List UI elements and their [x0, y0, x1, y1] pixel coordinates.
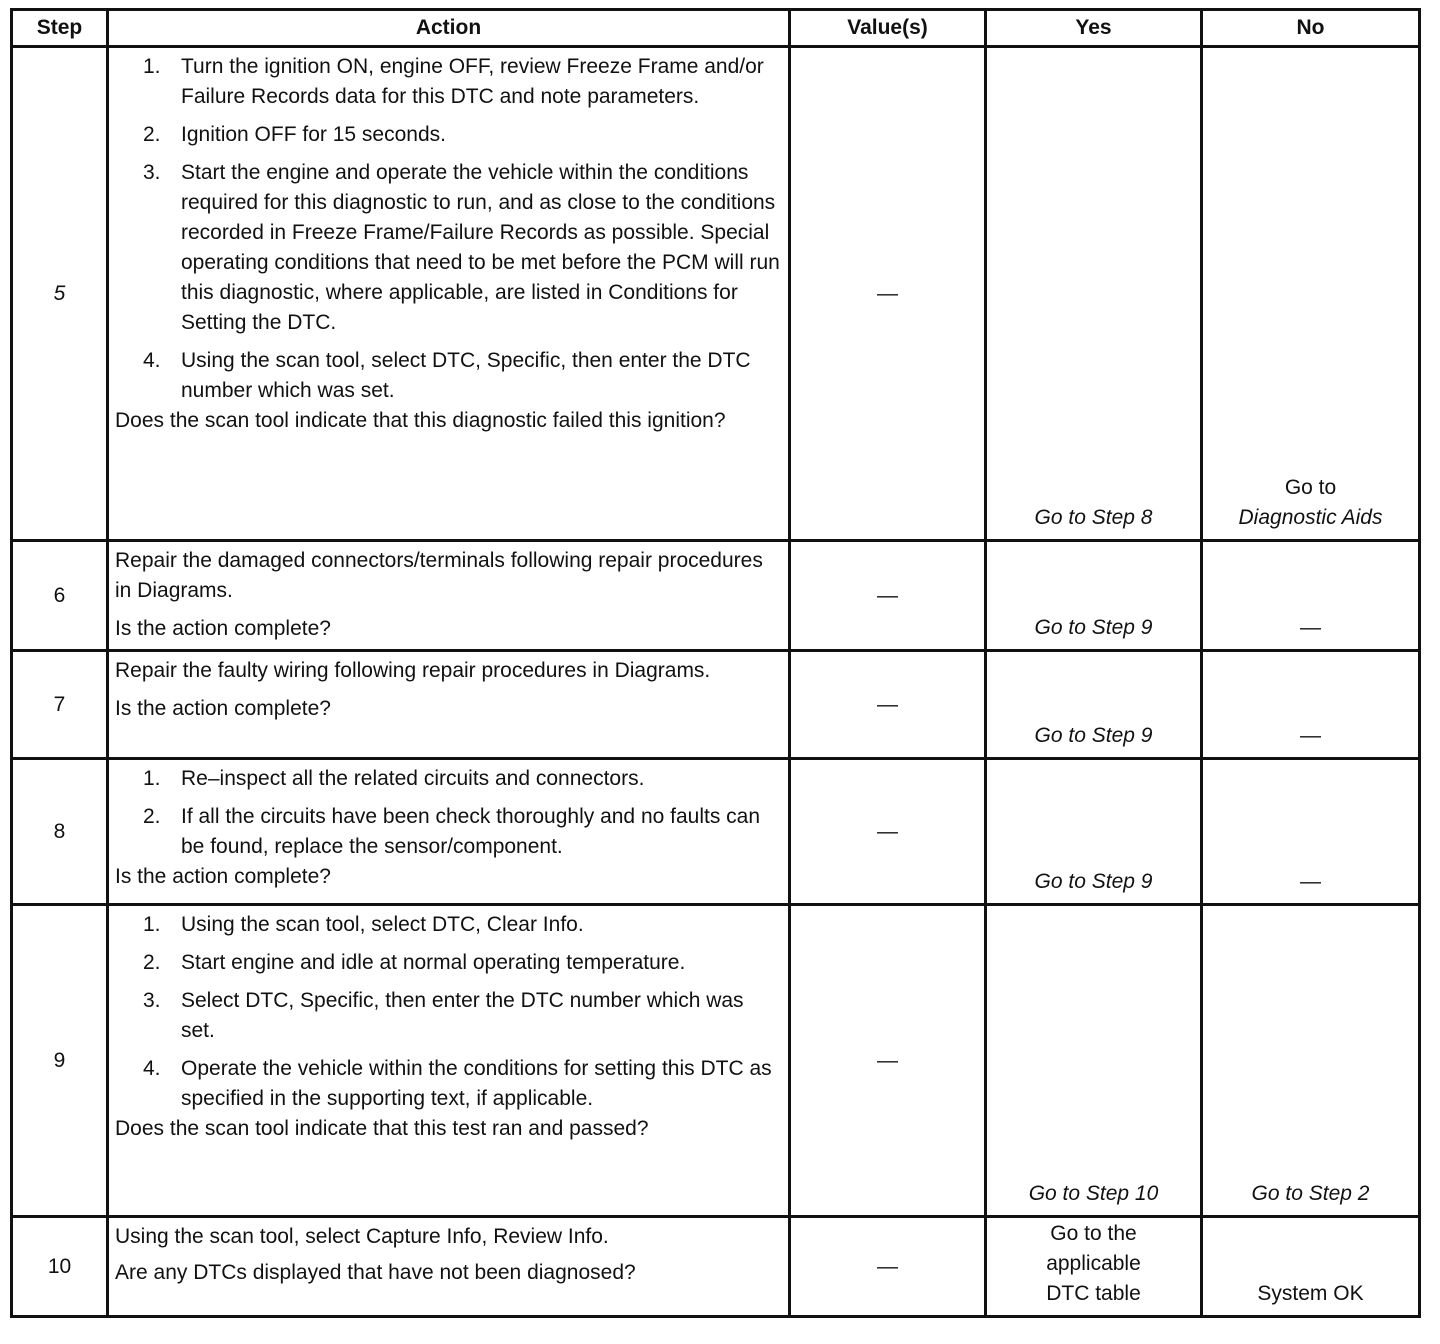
- item-number: 4.: [143, 349, 161, 372]
- item-text: Operate the vehicle within the conditions for setting this DTC as specified in the supporting text, if applicable.: [181, 1057, 772, 1110]
- step-number: 5: [12, 47, 108, 541]
- no-cell: [1202, 47, 1420, 541]
- value-cell: —: [790, 651, 986, 759]
- action-text: Repair the faulty wiring following repair procedures in Diagrams.: [115, 659, 711, 682]
- action-cell: [108, 905, 790, 1217]
- list-item: [115, 158, 780, 338]
- no-cell: —: [1202, 759, 1420, 905]
- no-cell: System OK: [1202, 1217, 1420, 1317]
- step-number: 8: [12, 759, 108, 905]
- header-row: [12, 10, 1420, 47]
- item-text: Using the scan tool, select DTC, Specific, then enter the DTC number which was set.: [181, 349, 751, 402]
- yes-cell: Go to Step 9: [986, 759, 1202, 905]
- item-number: 2.: [143, 805, 161, 828]
- no-cell: Go to Step 2: [1202, 905, 1420, 1217]
- action-cell: [108, 651, 790, 759]
- action-cell: [108, 541, 790, 651]
- no-line-1: Go to: [1284, 476, 1337, 499]
- item-number: 3.: [143, 989, 161, 1012]
- value-cell: —: [790, 905, 986, 1217]
- value-cell: —: [790, 47, 986, 541]
- yes-cell: Go to Step 9: [986, 651, 1202, 759]
- item-number: 4.: [143, 1057, 161, 1080]
- question-text: Is the action complete?: [115, 617, 331, 640]
- list-item: [115, 52, 780, 112]
- yes-line-2: applicable: [1046, 1252, 1141, 1275]
- yes-line-1: Go to the: [1050, 1222, 1137, 1245]
- list-item: [115, 1054, 780, 1114]
- item-text: Turn the ignition ON, engine OFF, review Freeze Frame and/or Failure Records data for this DTC and note parameters.: [181, 55, 764, 108]
- step-number: 9: [12, 905, 108, 1217]
- yes-cell: Go to Step 9: [986, 541, 1202, 651]
- list-item: [115, 986, 780, 1046]
- table-row-step-8: [12, 759, 1420, 905]
- item-number: 1.: [143, 767, 161, 790]
- list-item: [115, 802, 780, 862]
- diagnostic-table: [10, 8, 1421, 1318]
- question-text: Is the action complete?: [115, 865, 331, 888]
- no-line-2: Diagnostic Aids: [1238, 506, 1383, 529]
- action-steps: [115, 764, 780, 862]
- action-steps: [115, 52, 780, 406]
- list-item: [115, 120, 780, 150]
- item-text: Start the engine and operate the vehicle within the conditions required for this diagnostic to run, and as close to the conditions recorded in Freeze Frame/Failure Records as possible. Special operating conditions that need to be met before the PCM will run this diagnostic, where applicable, are listed in Conditions for Setting the DTC.: [181, 161, 780, 334]
- table-row-step-9: [12, 905, 1420, 1217]
- question-text: Does the scan tool indicate that this test ran and passed?: [115, 1117, 649, 1140]
- header-yes: Yes: [986, 10, 1202, 47]
- question-text: Is the action complete?: [115, 697, 331, 720]
- value-cell: —: [790, 541, 986, 651]
- item-text: Select DTC, Specific, then enter the DTC number which was set.: [181, 989, 744, 1042]
- item-number: 2.: [143, 951, 161, 974]
- table-row-step-6: [12, 541, 1420, 651]
- action-cell: [108, 1217, 790, 1317]
- item-number: 2.: [143, 123, 161, 146]
- item-number: 1.: [143, 913, 161, 936]
- item-text: Start engine and idle at normal operating temperature.: [181, 951, 686, 974]
- list-item: [115, 346, 780, 406]
- list-item: [115, 910, 780, 940]
- table-row-step-5: [12, 47, 1420, 541]
- action-steps: [115, 910, 780, 1114]
- header-values: Value(s): [790, 10, 986, 47]
- yes-cell: [986, 1217, 1202, 1317]
- action-cell: [108, 47, 790, 541]
- value-cell: —: [790, 1217, 986, 1317]
- item-number: 3.: [143, 161, 161, 184]
- table-row-step-10: [12, 1217, 1420, 1317]
- item-text: Re–inspect all the related circuits and connectors.: [181, 767, 645, 790]
- header-step: Step: [12, 10, 108, 47]
- item-text: Using the scan tool, select DTC, Clear Info.: [181, 913, 584, 936]
- action-text: Repair the damaged connectors/terminals following repair procedures in Diagrams.: [115, 549, 763, 602]
- step-number: 10: [12, 1217, 108, 1317]
- step-number: 7: [12, 651, 108, 759]
- yes-cell: Go to Step 10: [986, 905, 1202, 1217]
- item-text: If all the circuits have been check thoroughly and no faults can be found, replace the sensor/component.: [181, 805, 761, 858]
- question-text: Does the scan tool indicate that this diagnostic failed this ignition?: [115, 409, 726, 432]
- list-item: [115, 764, 780, 794]
- question-text: Are any DTCs displayed that have not been diagnosed?: [115, 1261, 636, 1284]
- list-item: [115, 948, 780, 978]
- item-number: 1.: [143, 55, 161, 78]
- item-text: Ignition OFF for 15 seconds.: [181, 123, 446, 146]
- no-cell: —: [1202, 541, 1420, 651]
- no-cell: —: [1202, 651, 1420, 759]
- header-action: Action: [108, 10, 790, 47]
- yes-line-3: DTC table: [1046, 1282, 1141, 1305]
- action-text: Using the scan tool, select Capture Info, Review Info.: [115, 1225, 609, 1248]
- yes-cell: Go to Step 8: [986, 47, 1202, 541]
- header-no: No: [1202, 10, 1420, 47]
- table-row-step-7: [12, 651, 1420, 759]
- step-number: 6: [12, 541, 108, 651]
- action-cell: [108, 759, 790, 905]
- value-cell: —: [790, 759, 986, 905]
